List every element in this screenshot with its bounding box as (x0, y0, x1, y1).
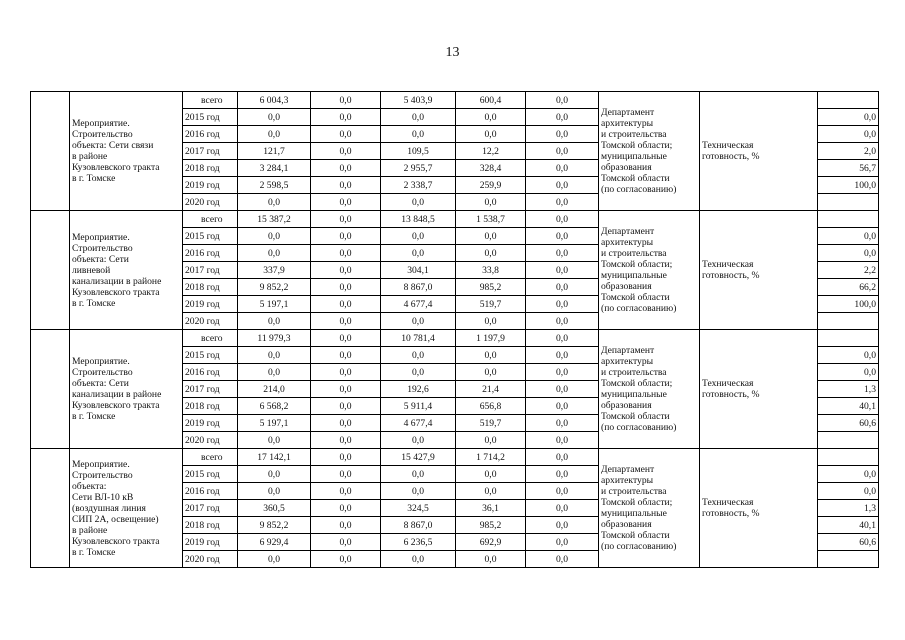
year-cell: 2017 год (183, 262, 238, 279)
total-cell: 0,0 (238, 245, 311, 262)
extrabudget-cell: 0,0 (526, 449, 599, 466)
executor-line: (по согласованию) (601, 184, 677, 195)
indicator-value-cell (818, 551, 879, 568)
description-line: в районе (72, 524, 108, 536)
executor-line: и строительства (601, 486, 667, 497)
extrabudget-cell: 0,0 (526, 432, 599, 449)
local-cell: 656,8 (456, 398, 526, 415)
total-cell: 11 979,3 (238, 330, 311, 347)
executor-line: (по согласованию) (601, 541, 677, 552)
description-line: СИП 2А, освещение) (72, 513, 159, 525)
regional-cell: 5 911,4 (381, 398, 456, 415)
regional-cell: 8 867,0 (381, 279, 456, 296)
indicator-name-cell (700, 330, 818, 449)
regional-cell: 10 781,4 (381, 330, 456, 347)
extrabudget-cell: 0,0 (526, 330, 599, 347)
extrabudget-cell: 0,0 (526, 517, 599, 534)
extrabudget-cell: 0,0 (526, 109, 599, 126)
regional-cell: 0,0 (381, 313, 456, 330)
federal-cell: 0,0 (311, 177, 381, 194)
executor-line: Департамент (601, 226, 655, 237)
federal-cell: 0,0 (311, 517, 381, 534)
year-cell: всего (183, 449, 238, 466)
local-cell: 0,0 (456, 364, 526, 381)
indicator-value-cell: 2,0 (818, 143, 879, 160)
regional-cell: 0,0 (381, 126, 456, 143)
local-cell: 328,4 (456, 160, 526, 177)
executor-line: муниципальные (601, 389, 667, 400)
indicator-value-cell: 0,0 (818, 466, 879, 483)
indicator-line: готовность, % (702, 508, 760, 519)
executor-line: муниципальные (601, 508, 667, 519)
indicator-value-cell: 40,1 (818, 398, 879, 415)
indicator-line: готовность, % (702, 151, 760, 162)
executor-cell (599, 449, 700, 568)
local-cell: 21,4 (456, 381, 526, 398)
local-cell: 519,7 (456, 415, 526, 432)
local-cell: 985,2 (456, 517, 526, 534)
extrabudget-cell: 0,0 (526, 262, 599, 279)
indicator-value-cell: 0,0 (818, 245, 879, 262)
federal-cell: 0,0 (311, 449, 381, 466)
indicator-value-cell: 100,0 (818, 177, 879, 194)
executor-line: архитектуры (601, 237, 654, 248)
description-line: объекта: Сети (72, 378, 129, 389)
extrabudget-cell: 0,0 (526, 296, 599, 313)
regional-cell: 2 338,7 (381, 177, 456, 194)
executor-line: Томской области (601, 411, 670, 422)
executor-line: Томской области (601, 530, 670, 541)
measure-description (70, 330, 183, 449)
executor-line: архитектуры (601, 475, 654, 486)
regional-cell: 192,6 (381, 381, 456, 398)
executor-line: и строительства (601, 248, 667, 259)
local-cell: 33,8 (456, 262, 526, 279)
executor-line: образования (601, 162, 652, 173)
extrabudget-cell: 0,0 (526, 177, 599, 194)
extrabudget-cell: 0,0 (526, 381, 599, 398)
table-body (31, 92, 879, 568)
indicator-value-cell: 66,2 (818, 279, 879, 296)
table-row (31, 92, 879, 109)
indicator-name-cell (700, 449, 818, 568)
indicator-value-cell: 0,0 (818, 347, 879, 364)
total-cell: 3 284,1 (238, 160, 311, 177)
year-cell: всего (183, 92, 238, 109)
indicator-value-cell: 1,3 (818, 381, 879, 398)
indicator-value-cell: 56,7 (818, 160, 879, 177)
regional-cell: 0,0 (381, 432, 456, 449)
total-cell: 5 197,1 (238, 415, 311, 432)
extrabudget-cell: 0,0 (526, 92, 599, 109)
description-line: Мероприятие. (72, 231, 130, 243)
total-cell: 0,0 (238, 483, 311, 500)
local-cell: 0,0 (456, 313, 526, 330)
regional-cell: 0,0 (381, 228, 456, 245)
federal-cell: 0,0 (311, 109, 381, 126)
total-cell: 0,0 (238, 364, 311, 381)
indicator-line: Техническая (702, 259, 754, 270)
indicator-value-cell: 0,0 (818, 109, 879, 126)
year-cell: 2018 год (183, 398, 238, 415)
federal-cell: 0,0 (311, 296, 381, 313)
federal-cell: 0,0 (311, 194, 381, 211)
total-cell: 0,0 (238, 194, 311, 211)
description-line: Мероприятие. (72, 356, 130, 367)
regional-cell: 304,1 (381, 262, 456, 279)
extrabudget-cell: 0,0 (526, 126, 599, 143)
federal-cell: 0,0 (311, 330, 381, 347)
total-cell: 0,0 (238, 551, 311, 568)
description-line: Кузовлевского тракта (72, 286, 160, 298)
indicator-line: Техническая (702, 378, 754, 389)
extrabudget-cell: 0,0 (526, 466, 599, 483)
local-cell: 0,0 (456, 551, 526, 568)
regional-cell: 324,5 (381, 500, 456, 517)
regional-cell: 0,0 (381, 194, 456, 211)
federal-cell: 0,0 (311, 245, 381, 262)
extrabudget-cell: 0,0 (526, 347, 599, 364)
federal-cell: 0,0 (311, 347, 381, 364)
executor-line: Томской области; (601, 259, 673, 270)
extrabudget-cell: 0,0 (526, 483, 599, 500)
description-line: Кузовлевского тракта (72, 535, 160, 547)
local-cell: 36,1 (456, 500, 526, 517)
federal-cell: 0,0 (311, 500, 381, 517)
indicator-value-cell: 100,0 (818, 296, 879, 313)
indicator-value-cell (818, 432, 879, 449)
row-index-cell (31, 449, 70, 568)
measure-description (70, 92, 183, 211)
description-line: Сети ВЛ-10 кВ (72, 491, 134, 503)
local-cell: 985,2 (456, 279, 526, 296)
regional-cell: 13 848,5 (381, 211, 456, 228)
description-line: в районе (72, 151, 108, 162)
federal-cell: 0,0 (311, 279, 381, 296)
total-cell: 2 598,5 (238, 177, 311, 194)
description-line: Строительство (72, 367, 133, 378)
extrabudget-cell: 0,0 (526, 500, 599, 517)
indicator-value-cell (818, 211, 879, 228)
total-cell: 121,7 (238, 143, 311, 160)
year-cell: 2019 год (183, 177, 238, 194)
measure-description (70, 449, 183, 568)
executor-cell (599, 211, 700, 330)
program-measures-table (30, 91, 879, 568)
federal-cell: 0,0 (311, 415, 381, 432)
description-line: объекта: Сети связи (72, 140, 154, 151)
year-cell: 2016 год (183, 126, 238, 143)
total-cell: 9 852,2 (238, 517, 311, 534)
page-number: 13 (445, 45, 460, 60)
description-line: канализации в районе (72, 389, 162, 400)
executor-line: Департамент (601, 345, 655, 356)
indicator-line: Техническая (702, 140, 754, 151)
federal-cell: 0,0 (311, 483, 381, 500)
regional-cell: 8 867,0 (381, 517, 456, 534)
description-line: Мероприятие. (72, 118, 130, 129)
year-cell: 2017 год (183, 381, 238, 398)
total-cell: 0,0 (238, 313, 311, 330)
regional-cell: 0,0 (381, 466, 456, 483)
local-cell: 1 538,7 (456, 211, 526, 228)
executor-line: архитектуры (601, 118, 654, 129)
federal-cell: 0,0 (311, 551, 381, 568)
executor-line: муниципальные (601, 151, 667, 162)
federal-cell: 0,0 (311, 432, 381, 449)
extrabudget-cell: 0,0 (526, 364, 599, 381)
year-cell: 2018 год (183, 160, 238, 177)
federal-cell: 0,0 (311, 313, 381, 330)
total-cell: 0,0 (238, 109, 311, 126)
regional-cell: 2 955,7 (381, 160, 456, 177)
table-row (31, 449, 879, 466)
executor-line: муниципальные (601, 270, 667, 281)
total-cell: 0,0 (238, 126, 311, 143)
executor-cell (599, 330, 700, 449)
local-cell: 0,0 (456, 466, 526, 483)
total-cell: 0,0 (238, 432, 311, 449)
year-cell: 2019 год (183, 415, 238, 432)
executor-line: образования (601, 519, 652, 530)
regional-cell: 0,0 (381, 245, 456, 262)
federal-cell: 0,0 (311, 466, 381, 483)
total-cell: 0,0 (238, 466, 311, 483)
year-cell: 2016 год (183, 245, 238, 262)
regional-cell: 109,5 (381, 143, 456, 160)
local-cell: 0,0 (456, 245, 526, 262)
local-cell: 1 197,9 (456, 330, 526, 347)
executor-line: Томской области; (601, 497, 673, 508)
row-index-cell (31, 330, 70, 449)
executor-line: Томской области (601, 292, 670, 303)
description-line: объекта: Сети (72, 253, 129, 265)
description-line: Кузовлевского тракта (72, 162, 160, 173)
indicator-value-cell: 0,0 (818, 483, 879, 500)
local-cell: 0,0 (456, 483, 526, 500)
executor-line: архитектуры (601, 356, 654, 367)
federal-cell: 0,0 (311, 262, 381, 279)
year-cell: 2016 год (183, 483, 238, 500)
extrabudget-cell: 0,0 (526, 160, 599, 177)
indicator-line: готовность, % (702, 389, 760, 400)
extrabudget-cell: 0,0 (526, 415, 599, 432)
total-cell: 6 004,3 (238, 92, 311, 109)
federal-cell: 0,0 (311, 160, 381, 177)
total-cell: 15 387,2 (238, 211, 311, 228)
indicator-line: Техническая (702, 497, 754, 508)
year-cell: 2018 год (183, 517, 238, 534)
local-cell: 0,0 (456, 347, 526, 364)
description-line: Строительство (72, 242, 133, 254)
federal-cell: 0,0 (311, 364, 381, 381)
indicator-name-cell (700, 211, 818, 330)
year-cell: 2020 год (183, 551, 238, 568)
indicator-value-cell: 2,2 (818, 262, 879, 279)
local-cell: 0,0 (456, 194, 526, 211)
executor-line: и строительства (601, 367, 667, 378)
federal-cell: 0,0 (311, 381, 381, 398)
regional-cell: 4 677,4 (381, 415, 456, 432)
total-cell: 6 568,2 (238, 398, 311, 415)
total-cell: 17 142,1 (238, 449, 311, 466)
total-cell: 214,0 (238, 381, 311, 398)
indicator-value-cell (818, 92, 879, 109)
year-cell: 2016 год (183, 364, 238, 381)
regional-cell: 15 427,9 (381, 449, 456, 466)
executor-line: Департамент (601, 107, 655, 118)
description-line: канализации в районе (72, 275, 162, 287)
total-cell: 337,9 (238, 262, 311, 279)
executor-line: Томской области; (601, 140, 673, 151)
extrabudget-cell: 0,0 (526, 245, 599, 262)
year-cell: 2019 год (183, 296, 238, 313)
year-cell: 2017 год (183, 500, 238, 517)
table-row (31, 211, 879, 228)
regional-cell: 0,0 (381, 347, 456, 364)
indicator-value-cell: 0,0 (818, 228, 879, 245)
federal-cell: 0,0 (311, 398, 381, 415)
description-line: Кузовлевского тракта (72, 400, 160, 411)
year-cell: 2020 год (183, 194, 238, 211)
year-cell: 2015 год (183, 466, 238, 483)
extrabudget-cell: 0,0 (526, 551, 599, 568)
federal-cell: 0,0 (311, 143, 381, 160)
description-line: в г. Томске (72, 411, 116, 422)
measure-description (70, 211, 183, 330)
indicator-value-cell: 0,0 (818, 364, 879, 381)
executor-line: Томской области (601, 173, 670, 184)
indicator-line: готовность, % (702, 270, 760, 281)
description-line: Мероприятие. (72, 458, 130, 470)
year-cell: всего (183, 211, 238, 228)
total-cell: 0,0 (238, 228, 311, 245)
local-cell: 0,0 (456, 126, 526, 143)
description-line: в г. Томске (72, 173, 116, 184)
total-cell: 5 197,1 (238, 296, 311, 313)
description-line: Строительство (72, 469, 133, 481)
year-cell: 2015 год (183, 347, 238, 364)
indicator-value-cell (818, 313, 879, 330)
extrabudget-cell: 0,0 (526, 313, 599, 330)
total-cell: 360,5 (238, 500, 311, 517)
total-cell: 6 929,4 (238, 534, 311, 551)
year-cell: 2019 год (183, 534, 238, 551)
regional-cell: 0,0 (381, 551, 456, 568)
regional-cell: 4 677,4 (381, 296, 456, 313)
executor-line: образования (601, 400, 652, 411)
regional-cell: 6 236,5 (381, 534, 456, 551)
indicator-value-cell (818, 194, 879, 211)
year-cell: всего (183, 330, 238, 347)
year-cell: 2015 год (183, 228, 238, 245)
executor-line: Томской области; (601, 378, 673, 389)
regional-cell: 0,0 (381, 109, 456, 126)
indicator-name-cell (700, 92, 818, 211)
local-cell: 0,0 (456, 432, 526, 449)
extrabudget-cell: 0,0 (526, 398, 599, 415)
local-cell: 519,7 (456, 296, 526, 313)
local-cell: 12,2 (456, 143, 526, 160)
executor-line: образования (601, 281, 652, 292)
executor-line: и строительства (601, 129, 667, 140)
local-cell: 600,4 (456, 92, 526, 109)
local-cell: 0,0 (456, 228, 526, 245)
federal-cell: 0,0 (311, 92, 381, 109)
federal-cell: 0,0 (311, 228, 381, 245)
total-cell: 9 852,2 (238, 279, 311, 296)
extrabudget-cell: 0,0 (526, 194, 599, 211)
extrabudget-cell: 0,0 (526, 534, 599, 551)
table-row (31, 330, 879, 347)
federal-cell: 0,0 (311, 211, 381, 228)
regional-cell: 0,0 (381, 364, 456, 381)
year-cell: 2015 год (183, 109, 238, 126)
indicator-value-cell: 1,3 (818, 500, 879, 517)
description-line: (воздушная линия (72, 502, 146, 514)
executor-cell (599, 92, 700, 211)
year-cell: 2020 год (183, 313, 238, 330)
year-cell: 2020 год (183, 432, 238, 449)
year-cell: 2017 год (183, 143, 238, 160)
extrabudget-cell: 0,0 (526, 279, 599, 296)
description-line: объекта: (72, 480, 107, 492)
description-line: Строительство (72, 129, 133, 140)
indicator-value-cell: 60,6 (818, 415, 879, 432)
description-line: в г. Томске (72, 546, 116, 558)
row-index-cell (31, 211, 70, 330)
total-cell: 0,0 (238, 347, 311, 364)
indicator-value-cell (818, 449, 879, 466)
executor-line: (по согласованию) (601, 422, 677, 433)
extrabudget-cell: 0,0 (526, 143, 599, 160)
indicator-value-cell: 0,0 (818, 126, 879, 143)
description-line: ливневой (72, 264, 111, 276)
extrabudget-cell: 0,0 (526, 211, 599, 228)
regional-cell: 0,0 (381, 483, 456, 500)
indicator-value-cell: 40,1 (818, 517, 879, 534)
federal-cell: 0,0 (311, 126, 381, 143)
indicator-value-cell (818, 330, 879, 347)
extrabudget-cell: 0,0 (526, 228, 599, 245)
regional-cell: 5 403,9 (381, 92, 456, 109)
local-cell: 0,0 (456, 109, 526, 126)
description-line: в г. Томске (72, 297, 116, 309)
federal-cell: 0,0 (311, 534, 381, 551)
local-cell: 1 714,2 (456, 449, 526, 466)
local-cell: 259,9 (456, 177, 526, 194)
indicator-value-cell: 60,6 (818, 534, 879, 551)
local-cell: 692,9 (456, 534, 526, 551)
executor-line: (по согласованию) (601, 303, 677, 314)
row-index-cell (31, 92, 70, 211)
year-cell: 2018 год (183, 279, 238, 296)
executor-line: Департамент (601, 464, 655, 475)
